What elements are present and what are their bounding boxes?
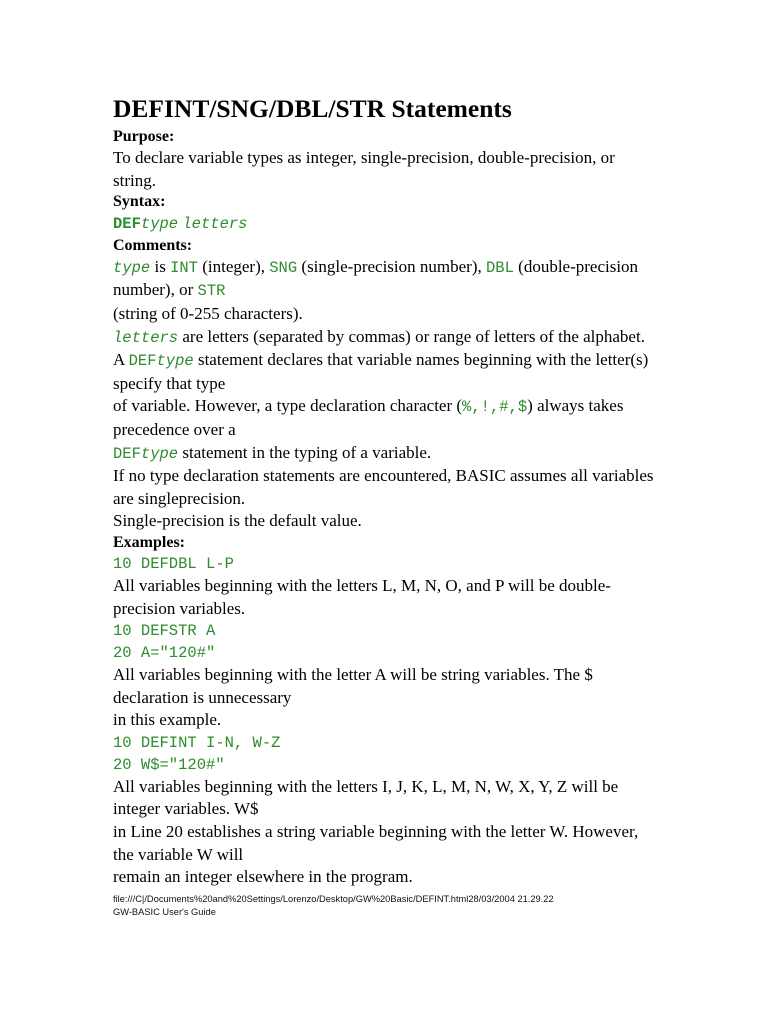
example-3-code-line-2: 20 W$="120#" (113, 755, 225, 774)
syntax-heading: Syntax: (113, 193, 166, 211)
example-3-text-2: in Line 20 establishes a string variable beginning with the letter W. However, the variable W will (113, 822, 639, 864)
str-desc: (string of 0-255 characters). (113, 303, 303, 323)
example-1-code-line: 10 DEFDBL L-P (113, 554, 234, 573)
comments-precedence-paragraph (113, 395, 658, 441)
p5-type: type (140, 444, 179, 463)
p3-b: statement declares that variable names beginning with the letter(s) specify that type (113, 350, 649, 393)
p3-a: A (113, 350, 129, 370)
dbl-desc: (double-precision number), or (113, 256, 639, 300)
p5-b: statement in the typing of a variable. (178, 442, 432, 462)
comments-heading: Comments: (113, 236, 193, 254)
p4-b: ) always takes precedence over a (113, 396, 624, 439)
comments-letters-paragraph (113, 326, 658, 350)
example-2-code-line-2: 20 A="120#" (113, 644, 216, 663)
syntax-type: type (140, 215, 179, 234)
example-3-text-3: remain an integer elsewhere in the program. (113, 867, 413, 887)
purpose-text: To declare variable types as integer, single-precision, double-precision, or string. (113, 148, 615, 190)
is-text: is (150, 256, 171, 276)
sng-desc: (single-precision number), (297, 256, 486, 276)
p5-def: DEF (113, 444, 141, 463)
int-desc: (integer), (197, 256, 270, 276)
example-3-code-line-1: 10 DEFINT I-N, W-Z (113, 733, 281, 752)
purpose-heading: Purpose: (113, 128, 175, 145)
type-chars: %,!,#,$ (462, 398, 528, 417)
sng-keyword: SNG (269, 258, 298, 277)
p3-type: type (156, 352, 194, 371)
syntax-line (113, 212, 658, 236)
page-footer (113, 893, 554, 919)
example-2-text-1: All variables beginning with the letter A will be string variables. The $ declaration is unnecessary (113, 665, 593, 707)
syntax-letters: letters (182, 215, 248, 234)
comments-single-precision: Single-precision is the default value. (113, 511, 362, 531)
comments-default-paragraph: If no type declaration statements are encountered, BASIC assumes all variables are singleprecision. (113, 466, 654, 508)
example-2-text-2: in this example. (113, 710, 222, 730)
p4-a: of variable. However, a type declaration character ( (113, 396, 463, 416)
int-keyword: INT (170, 258, 198, 277)
example-1-text: All variables beginning with the letters L, M, N, O, and P will be double-precision variables. (113, 575, 611, 618)
str-keyword: STR (197, 282, 226, 301)
syntax-def: DEF (113, 215, 141, 234)
p3-def: DEF (128, 352, 157, 371)
footer-guide-title: GW-BASIC User's Guide (113, 907, 216, 917)
comments-typing-paragraph (113, 442, 658, 466)
dbl-keyword: DBL (486, 258, 514, 277)
footer-file-path: file:///C|/Documents%20and%20Settings/Lorenzo/Desktop/GW%20Basic/DEFINT.html28/03/2004 21.29.22 (113, 894, 554, 904)
example-2-code-line-1: 10 DEFSTR A (113, 622, 216, 641)
letters-keyword: letters (113, 328, 179, 347)
comments-deftype-paragraph (113, 349, 658, 395)
type-keyword: type (113, 258, 151, 277)
comments-type-paragraph (113, 256, 658, 303)
examples-heading: Examples: (113, 533, 185, 551)
letters-desc: are letters (separated by commas) or range of letters of the alphabet. (178, 326, 645, 346)
document-body (113, 94, 658, 889)
example-3-text-1: All variables beginning with the letters I, J, K, L, M, N, W, X, Y, Z will be integer variables. W$ (113, 776, 619, 819)
page-title: DEFINT/SNG/DBL/STR Statements (113, 94, 512, 123)
